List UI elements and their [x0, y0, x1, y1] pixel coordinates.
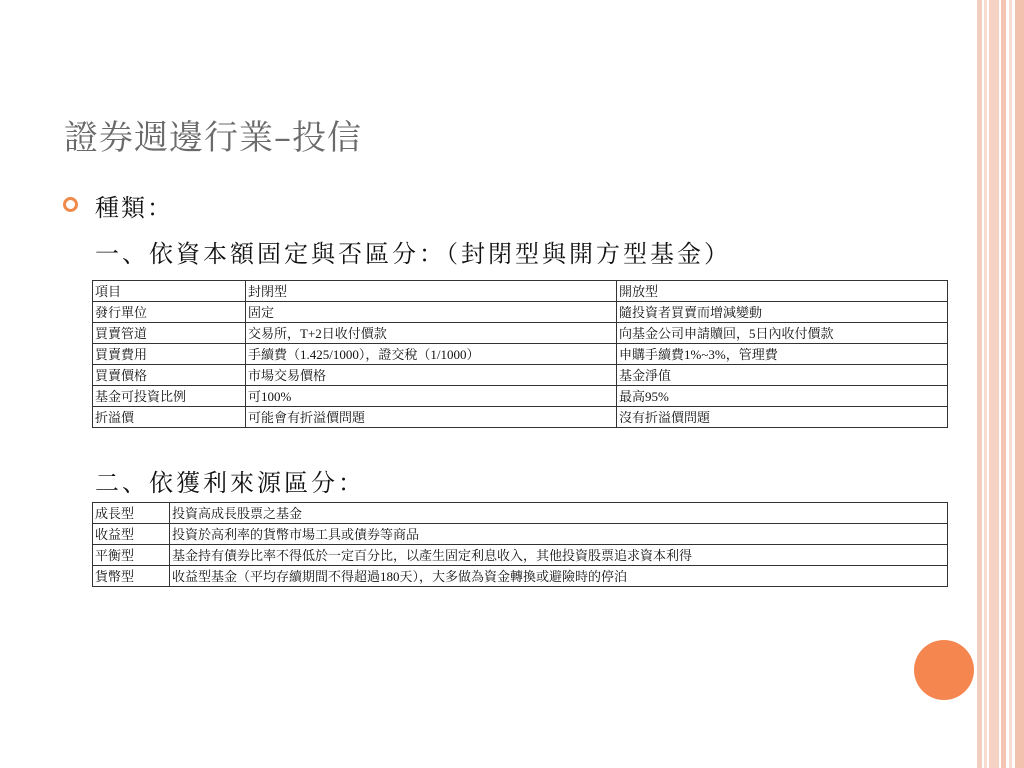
table-row — [93, 545, 948, 566]
table-cell: 成長型 — [93, 503, 170, 524]
table-cell: 投資高成長股票之基金 — [170, 503, 948, 524]
table-cell: 發行單位 — [93, 302, 246, 323]
table-row — [93, 281, 948, 302]
table-cell: 收益型基金（平均存續期間不得超過180天），大多做為資金轉換或避險時的停泊 — [170, 566, 948, 587]
table-row — [93, 323, 948, 344]
section1-heading: 一、依資本額固定與否區分：（封閉型與開方型基金） — [95, 240, 731, 268]
table-cell: 基金持有債券比率不得低於一定百分比，以產生固定利息收入，其他投資股票追求資本利得 — [170, 545, 948, 566]
table-cell: 交易所，T+2日收付價款 — [246, 323, 617, 344]
table-cell: 平衡型 — [93, 545, 170, 566]
decor-stripe — [1001, 0, 1006, 768]
circle-bullet-icon — [63, 197, 78, 212]
table-row — [93, 302, 948, 323]
section2-heading: 二、依獲利來源區分： — [95, 469, 365, 497]
table-cell: 可100% — [246, 386, 617, 407]
table-row — [93, 566, 948, 587]
table-cell: 買賣管道 — [93, 323, 246, 344]
table-cell: 買賣價格 — [93, 365, 246, 386]
decor-stripe — [977, 0, 982, 768]
decor-stripe — [984, 0, 987, 768]
table-cell: 最高95% — [617, 386, 948, 407]
table-cell: 投資於高利率的貨幣市場工具或債券等商品 — [170, 524, 948, 545]
table-cell: 封閉型 — [246, 281, 617, 302]
table-row — [93, 524, 948, 545]
table-cell: 可能會有折溢價問題 — [246, 407, 617, 428]
table-row — [93, 386, 948, 407]
table-cell: 隨投資者買賣而增減變動 — [617, 302, 948, 323]
table-cell: 向基金公司申請贖回，5日內收付價款 — [617, 323, 948, 344]
table-cell: 項目 — [93, 281, 246, 302]
table-cell: 申購手續費1%~3%，管理費 — [617, 344, 948, 365]
table-row — [93, 503, 948, 524]
table-cell: 折溢價 — [93, 407, 246, 428]
decor-stripe — [1009, 0, 1012, 768]
table-row — [93, 344, 948, 365]
decor-stripe — [989, 0, 999, 768]
table-cell: 基金可投資比例 — [93, 386, 246, 407]
table-cell: 開放型 — [617, 281, 948, 302]
comparison-table — [92, 280, 948, 428]
decor-circle — [914, 640, 974, 700]
table-cell: 貨幣型 — [93, 566, 170, 587]
bullet-text: 種類： — [95, 194, 173, 222]
table-cell: 固定 — [246, 302, 617, 323]
table-cell: 手續費（1.425/1000），證交稅（1/1000） — [246, 344, 617, 365]
fund-type-table — [92, 502, 948, 587]
table-cell: 收益型 — [93, 524, 170, 545]
table-row — [93, 407, 948, 428]
table-cell: 沒有折溢價問題 — [617, 407, 948, 428]
decor-stripe — [1015, 0, 1024, 768]
table-cell: 市場交易價格 — [246, 365, 617, 386]
table-cell: 基金淨值 — [617, 365, 948, 386]
slide-title: 證券週邊行業–投信 — [64, 118, 362, 158]
table-cell: 買賣費用 — [93, 344, 246, 365]
table-row — [93, 365, 948, 386]
